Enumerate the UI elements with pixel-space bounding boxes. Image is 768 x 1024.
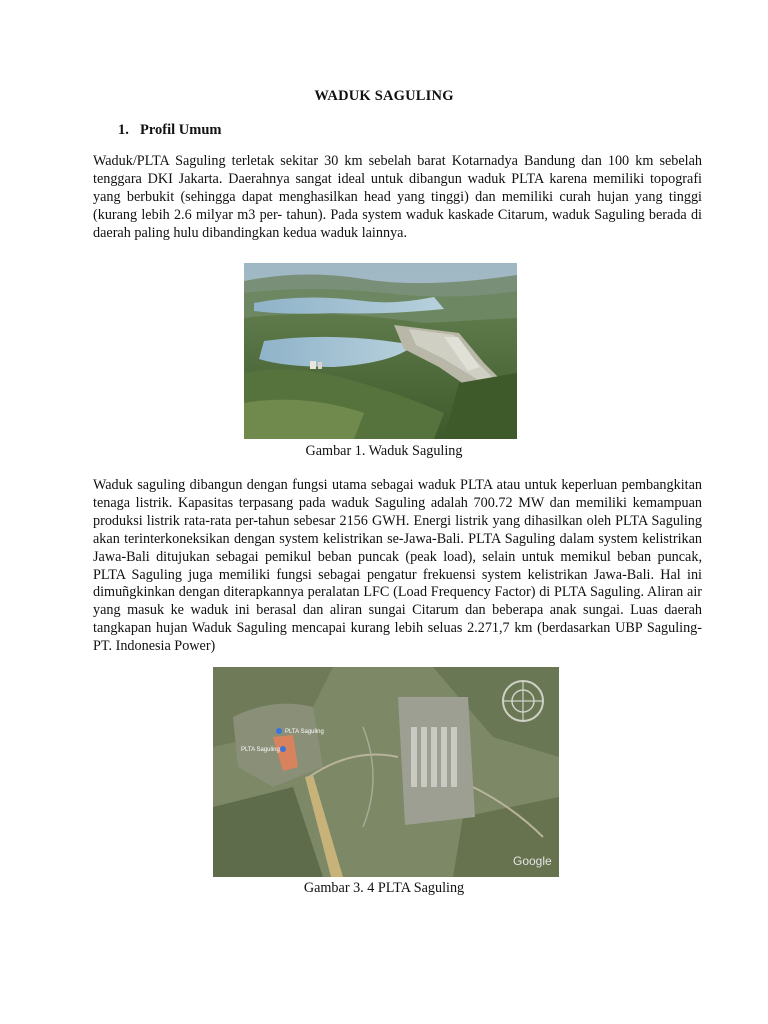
section-heading bbox=[118, 122, 222, 139]
section-label: Profil Umum bbox=[140, 122, 222, 138]
paragraph-details: Waduk saguling dibangun dengan fungsi utama sebagai waduk PLTA atau untuk keperluan pembangkitan tenaga listrik. Kapasitas terpasang pada waduk Saguling adalah 700.72 MW dan memiliki kemampuan produksi listrik rata-rata per-tahun sebesar 2156 GWH. Energi listrik yang dihasilkan oleh PLTA Saguling akan terinterkoneksikan dengan system kelistrikan se-Jawa-Bali. PLTA Saguling dalam system kelistrikan Jawa-Bali ditujukan sebagai pemikul beban puncak (peak load), selain untuk memikul beban puncak, PLTA Saguling juga memiliki fungsi sebagai pengatur frekuensi system kelistrikan Jawa-Bali. Hal ini dimuñgkinkan dengan diterapkannya peralatan LFC (Load Frequency Factor) di PLTA Saguling. Aliran air yang masuk ke waduk ini berasal dan aliran sungai Citarum dan beberapa anak sungai. Luas daerah tangkapan hujan Waduk Saguling mencapai kurang lebih seluas 2.271,7 km (berdasarkan UBP Saguling-PT. Indonesia Power) bbox=[93, 477, 702, 655]
document-title: WADUK SAGULING bbox=[314, 88, 454, 104]
satellite-map-image bbox=[213, 667, 559, 877]
reservoir-photo bbox=[244, 263, 517, 439]
section-number: 1. bbox=[118, 122, 129, 138]
paragraph-intro: Waduk/PLTA Saguling terletak sekitar 30 km sebelah barat Kotarnadya Bandung dan 100 km sebelah tenggara DKI Jakarta. Daerahnya sangat ideal untuk dibangun waduk PLTA karena memiliki topografi yang berbukit (sehingga dapat menghasilkan head yang tinggi) dan memiliki curah hujan yang tinggi (kurang lebih 2.6 milyar m3 per- tahun). Pada system waduk kaskade Citarum, waduk Saguling berada di daerah paling hulu dibandingkan kedua waduk lainnya. bbox=[93, 153, 702, 241]
map-label-2: PLTA Saguling bbox=[241, 747, 280, 753]
figure1-caption: Gambar 1. Waduk Saguling bbox=[305, 443, 463, 459]
figure2-caption: Gambar 3. 4 PLTA Saguling bbox=[303, 880, 465, 896]
map-watermark: Google bbox=[513, 854, 552, 868]
map-label-1: PLTA Saguling bbox=[285, 729, 324, 735]
